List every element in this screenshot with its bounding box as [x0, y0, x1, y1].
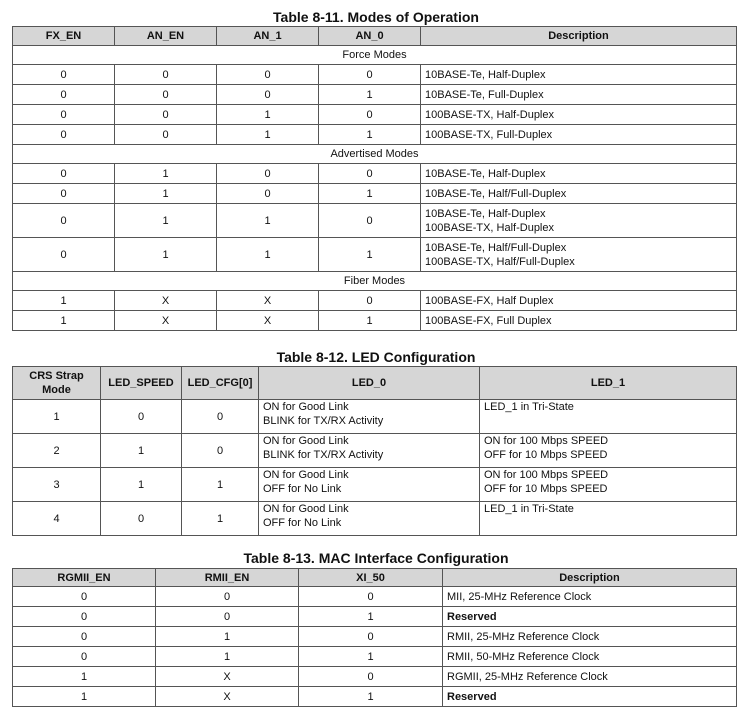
table-cell: X	[115, 311, 217, 331]
table-cell: 0	[13, 184, 115, 204]
table-row	[13, 468, 737, 502]
column-header-line: LED_1	[590, 377, 626, 389]
description-cell	[421, 184, 737, 204]
description-cell: MII, 25-MHz Reference Clock	[443, 587, 737, 607]
description-cell: Reserved	[443, 687, 737, 707]
column-header	[182, 367, 259, 400]
table-row	[13, 184, 737, 204]
led-configuration-table	[12, 366, 737, 536]
table3-title: Table 8-13. MAC Interface Configuration	[243, 550, 509, 566]
table-cell: 1	[156, 627, 299, 647]
description-cell: RMII, 50-MHz Reference Clock	[443, 647, 737, 667]
led1-line: OFF for 10 Mbps SPEED	[484, 483, 608, 495]
column-header	[101, 367, 182, 400]
table-cell: 0	[13, 105, 115, 125]
table-row	[13, 587, 737, 607]
description-line: 10BASE-Te, Half-Duplex	[425, 207, 546, 220]
description-cell	[421, 204, 737, 238]
table-cell: 0	[13, 164, 115, 184]
column-header-line: Mode	[42, 384, 71, 396]
table-cell: 0	[101, 400, 182, 434]
table-cell: 0	[156, 607, 299, 627]
table-cell: 1	[217, 238, 319, 272]
table-row	[13, 667, 737, 687]
led1-line: ON for 100 Mbps SPEED	[484, 435, 609, 447]
table-cell: 1	[13, 400, 101, 434]
description-line: 100BASE-FX, Half Duplex	[425, 294, 554, 307]
description-line: 10BASE-Te, Half-Duplex	[425, 167, 546, 180]
led1-cell	[480, 502, 737, 536]
section-label: Advertised Modes	[13, 145, 737, 164]
section-row	[13, 145, 737, 164]
column-header: FX_EN	[13, 27, 115, 46]
table-cell: 1	[182, 468, 259, 502]
table-cell: 1	[101, 468, 182, 502]
description-line: 10BASE-Te, Half/Full-Duplex	[425, 187, 567, 200]
table2-title: Table 8-12. LED Configuration	[276, 349, 476, 365]
led0-cell	[259, 400, 480, 434]
table-cell: 1	[13, 667, 156, 687]
column-header: AN_1	[217, 27, 319, 46]
table-cell: 1	[115, 164, 217, 184]
table-cell: 0	[182, 434, 259, 468]
table-cell: 0	[217, 164, 319, 184]
led1-cell	[480, 468, 737, 502]
table-cell: 1	[319, 311, 421, 331]
table-cell: 1	[13, 687, 156, 707]
table-cell: 0	[13, 85, 115, 105]
table-cell: X	[115, 291, 217, 311]
led0-line: BLINK for TX/RX Activity	[263, 449, 384, 461]
table-row	[13, 65, 737, 85]
led0-line: OFF for No Link	[263, 517, 342, 529]
table-cell: 1	[299, 647, 443, 667]
section-row	[13, 46, 737, 65]
led0-line: ON for Good Link	[263, 401, 349, 413]
table-cell: 0	[13, 238, 115, 272]
table-cell: 1	[217, 204, 319, 238]
table-cell: 0	[319, 105, 421, 125]
table-cell: 0	[319, 164, 421, 184]
column-header: Description	[443, 569, 737, 587]
description-cell	[421, 311, 737, 331]
table-cell: 0	[13, 627, 156, 647]
table-row	[13, 502, 737, 536]
table-row	[13, 434, 737, 468]
description-cell	[421, 164, 737, 184]
table-cell: 1	[182, 502, 259, 536]
table-cell: 0	[299, 667, 443, 687]
table-cell: 1	[115, 204, 217, 238]
column-header: AN_0	[319, 27, 421, 46]
table-cell: 4	[13, 502, 101, 536]
led1-line: ON for 100 Mbps SPEED	[484, 469, 609, 481]
description-cell	[421, 85, 737, 105]
column-header: RGMII_EN	[13, 569, 156, 587]
column-header: RMII_EN	[156, 569, 299, 587]
table-row	[13, 164, 737, 184]
description-line: 100BASE-TX, Half-Duplex	[425, 108, 554, 121]
led1-cell	[480, 400, 737, 434]
table-row	[13, 627, 737, 647]
led0-line: ON for Good Link	[263, 469, 349, 481]
description-line: 10BASE-Te, Half/Full-Duplex	[425, 241, 567, 254]
table-cell: 2	[13, 434, 101, 468]
table-cell: 0	[115, 105, 217, 125]
table-cell: 1	[156, 647, 299, 667]
table-row	[13, 647, 737, 667]
description-line: 100BASE-FX, Full Duplex	[425, 314, 552, 327]
table-cell: 0	[182, 400, 259, 434]
table-row	[13, 125, 737, 145]
description-cell	[421, 238, 737, 272]
table-row	[13, 607, 737, 627]
table-cell: 0	[319, 291, 421, 311]
table-row	[13, 311, 737, 331]
table-cell: X	[217, 311, 319, 331]
mac-interface-configuration-table	[12, 568, 737, 707]
table-cell: 0	[13, 607, 156, 627]
section-row	[13, 272, 737, 291]
column-header-line: CRS Strap	[29, 370, 84, 382]
table-row	[13, 291, 737, 311]
table-row	[13, 85, 737, 105]
table-cell: 1	[319, 125, 421, 145]
table-cell: 1	[299, 607, 443, 627]
table-cell: 0	[13, 587, 156, 607]
table-cell: X	[156, 687, 299, 707]
table-cell: 1	[101, 434, 182, 468]
led0-cell	[259, 502, 480, 536]
table-cell: 0	[217, 184, 319, 204]
led1-line: LED_1 in Tri-State	[484, 503, 574, 515]
table-cell: 0	[299, 587, 443, 607]
description-cell: Reserved	[443, 607, 737, 627]
description-cell: RGMII, 25-MHz Reference Clock	[443, 667, 737, 687]
description-cell	[421, 291, 737, 311]
table-cell: 0	[217, 65, 319, 85]
table-cell: 1	[299, 687, 443, 707]
description-line: 10BASE-Te, Half-Duplex	[425, 68, 546, 81]
table-cell: 1	[217, 105, 319, 125]
column-header-line: LED_0	[351, 377, 387, 389]
column-header: AN_EN	[115, 27, 217, 46]
table-cell: 0	[156, 587, 299, 607]
table-cell: X	[217, 291, 319, 311]
led0-line: ON for Good Link	[263, 435, 349, 447]
table-cell: 1	[115, 184, 217, 204]
table-cell: 1	[319, 85, 421, 105]
table-cell: 0	[13, 125, 115, 145]
table-cell: 0	[13, 204, 115, 238]
column-header-line: LED_CFG[0]	[187, 377, 253, 389]
table-row	[13, 204, 737, 238]
table-cell: 1	[13, 291, 115, 311]
table-cell: 0	[115, 125, 217, 145]
table-cell: 0	[13, 647, 156, 667]
description-cell	[421, 125, 737, 145]
led0-cell	[259, 468, 480, 502]
modes-of-operation-table	[12, 26, 737, 331]
table-cell: 1	[319, 238, 421, 272]
description-line: 100BASE-TX, Half-Duplex	[425, 221, 554, 234]
description-line: 100BASE-TX, Full-Duplex	[425, 128, 553, 141]
table-cell: 0	[299, 627, 443, 647]
led1-cell	[480, 434, 737, 468]
table-cell: 0	[319, 204, 421, 238]
description-cell: RMII, 25-MHz Reference Clock	[443, 627, 737, 647]
description-cell	[421, 105, 737, 125]
led0-line: OFF for No Link	[263, 483, 342, 495]
led0-cell	[259, 434, 480, 468]
table-cell: 0	[13, 65, 115, 85]
column-header	[480, 367, 737, 400]
table-row	[13, 105, 737, 125]
column-header	[259, 367, 480, 400]
table-row	[13, 400, 737, 434]
column-header-line: LED_SPEED	[108, 377, 174, 389]
section-label: Fiber Modes	[13, 272, 737, 291]
table-row	[13, 238, 737, 272]
table-cell: 0	[101, 502, 182, 536]
table-cell: 1	[319, 184, 421, 204]
table-cell: 0	[115, 85, 217, 105]
led0-line: BLINK for TX/RX Activity	[263, 415, 384, 427]
table-cell: 0	[115, 65, 217, 85]
led0-line: ON for Good Link	[263, 503, 349, 515]
column-header: Description	[421, 27, 737, 46]
table-cell: 3	[13, 468, 101, 502]
description-cell	[421, 65, 737, 85]
column-header	[13, 367, 101, 400]
table-cell: 0	[319, 65, 421, 85]
description-line: 10BASE-Te, Full-Duplex	[425, 88, 544, 101]
table1-title: Table 8-11. Modes of Operation	[273, 9, 479, 25]
description-line: 100BASE-TX, Half/Full-Duplex	[425, 255, 575, 268]
table-cell: 1	[115, 238, 217, 272]
table-cell: 0	[217, 85, 319, 105]
column-header: XI_50	[299, 569, 443, 587]
table-cell: 1	[217, 125, 319, 145]
led1-line: OFF for 10 Mbps SPEED	[484, 449, 608, 461]
table-row	[13, 687, 737, 707]
table-cell: X	[156, 667, 299, 687]
table-cell: 1	[13, 311, 115, 331]
led1-line: LED_1 in Tri-State	[484, 401, 574, 413]
section-label: Force Modes	[13, 46, 737, 65]
